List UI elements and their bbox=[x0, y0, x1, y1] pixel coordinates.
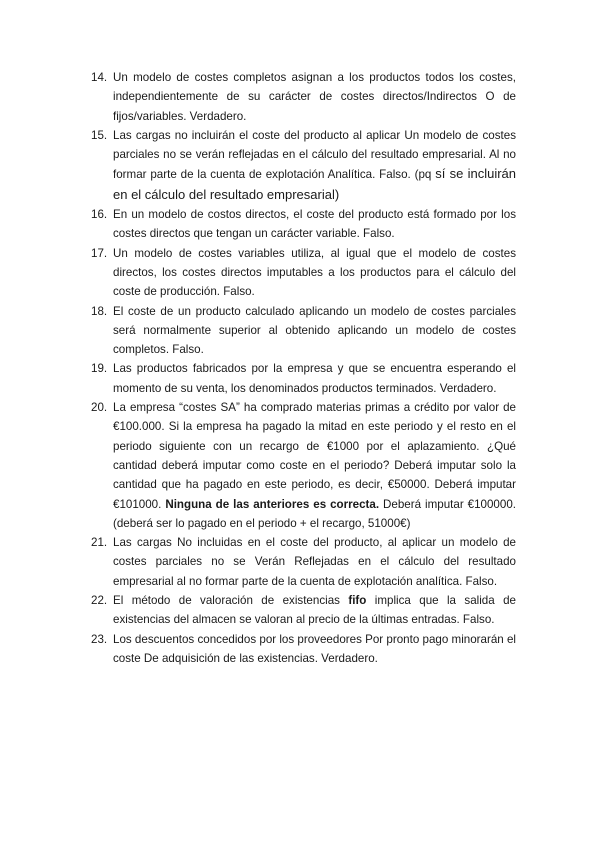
item-text: La empresa “costes SA” ha comprado materias primas a crédito por valor de €100.000. Si la empresa ha pagado la mitad en este periodo y el resto en el periodo siguiente con un recargo de €1000 por el aplazamiento. ¿Qué cantidad deberá imputar como coste en el periodo? Deberá imputar solo la cantidad que ha pagado en este periodo, es decir, €50000. Deberá imputar €101000. bbox=[113, 401, 516, 511]
item-number: 19 . bbox=[91, 359, 113, 378]
item-number: 23 . bbox=[91, 630, 113, 649]
item-text-after: implica que la salida de existencias del almacen se valoran al precio de la últimas entradas. Falso. bbox=[113, 594, 516, 627]
list-item-16 bbox=[91, 205, 516, 244]
item-text: En un modelo de costos directos, el coste del producto está formado por los costes directos que tengan un carácter variable. Falso. bbox=[113, 208, 516, 241]
question-list bbox=[91, 68, 516, 668]
list-item-20 bbox=[91, 398, 516, 533]
list-item-17 bbox=[91, 244, 516, 302]
item-text-after: Deberá imputar €100000. (deberá ser lo pagado en el periodo + el recargo, 51000€) bbox=[113, 497, 516, 530]
item-text: Un modelo de costes variables utiliza, al igual que el modelo de costes directos, los costes directos imputables a los productos para el cálculo del coste de producción. Falso. bbox=[113, 246, 516, 299]
list-item-21 bbox=[91, 533, 516, 591]
item-number: 17 . bbox=[91, 244, 113, 263]
item-text: Un modelo de costes completos asignan a los productos todos los costes, independientemente de su carácter de costes directos/Indirectos O de fijos/variables. Verdadero. bbox=[113, 71, 516, 123]
item-number: 20 . bbox=[91, 398, 113, 417]
item-text: El método de valoración de existencias bbox=[113, 594, 349, 608]
item-number: 15 . bbox=[91, 126, 113, 145]
item-bold-term: fifo bbox=[348, 594, 367, 608]
item-number: 14 . bbox=[91, 68, 113, 87]
item-number: 18 . bbox=[91, 302, 113, 321]
list-item-18 bbox=[91, 302, 516, 360]
item-text: El coste de un producto calculado aplicando un modelo de costes parciales será normalmente superior al obtenido aplicando un modelo de costes completos. Falso. bbox=[113, 304, 516, 357]
item-number: 21 . bbox=[91, 533, 113, 552]
item-number: 16 . bbox=[91, 205, 113, 224]
list-item-19 bbox=[91, 359, 516, 398]
item-text: Las productos fabricados por la empresa y que se encuentra esperando el momento de su venta, los denominados productos terminados. Verdadero. bbox=[113, 362, 516, 395]
item-text: Las cargas No incluidas en el coste del producto, al aplicar un modelo de costes parciales no se Verán Reflejadas en el cálculo del resultado empresarial al no formar parte de la cuenta de explotación analítica. Falso. bbox=[113, 536, 516, 588]
item-number: 22 . bbox=[91, 591, 113, 610]
item-text: Las cargas no incluirán el coste del producto al aplicar Un modelo de costes parciales no se verán reflejadas en el cálculo del resultado empresarial. Al no formar parte de la cuenta de explotación Analítica. Falso. (pq bbox=[113, 128, 516, 182]
item-bold-answer: Ninguna de las anteriores es correcta. bbox=[165, 497, 380, 511]
list-item-14 bbox=[91, 68, 516, 126]
list-item-23 bbox=[91, 630, 516, 669]
item-note: sí se incluirán en el cálculo del resultado empresarial) bbox=[113, 166, 516, 202]
list-item-22 bbox=[91, 591, 516, 630]
list-item-15 bbox=[91, 126, 516, 205]
item-text: Los descuentos concedidos por los proveedores Por pronto pago minorarán el coste De adquisición de las existencias. Verdadero. bbox=[113, 632, 516, 665]
